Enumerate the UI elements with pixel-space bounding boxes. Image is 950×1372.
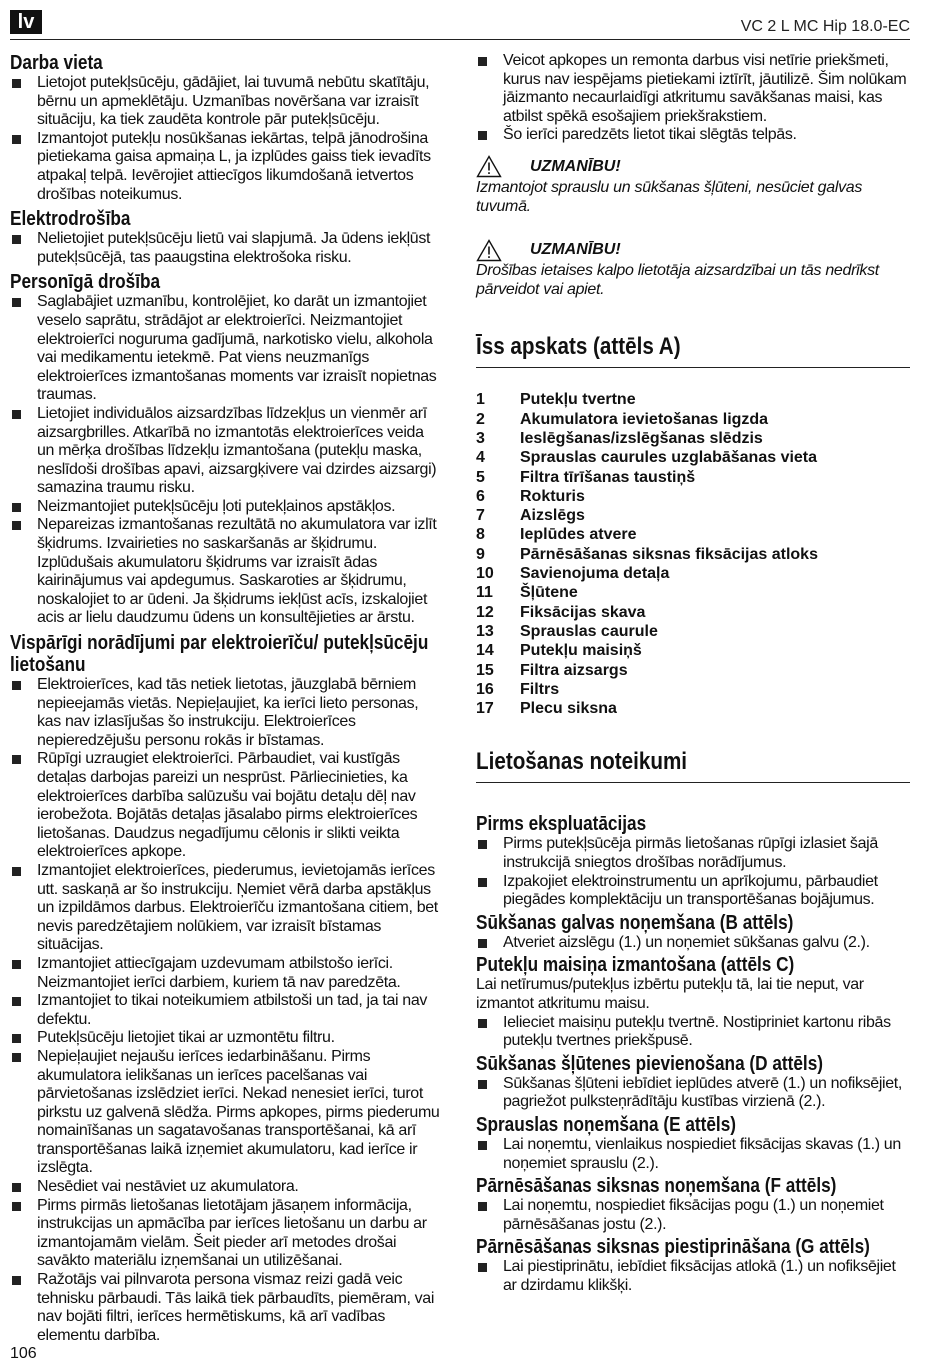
list-item: Pirms putekļsūcēja pirmās lietošanas rūpīgi izlasiet šajā instrukcijā sniegtos drošības norādījumus. [476,835,910,872]
list-item: Veicot apkopes un remonta darbus visi netīrie priekšmeti, kurus nav iespējams pietiekami iztīrīt, jāutilizē. Šim nolūkam jāizmanto necaurlaidīgi atkritumu savākšanas maisi, kas atbilst spēkā esošajiem priekšrakstiem. [476,52,910,126]
list-item: Pirms pirmās lietošanas lietotājam jāsaņem informācija, instrukcijas un apmācība par ierīces lietošanu un darbu ar izmantojamām vielām. Šeit pieder arī metodes drošai savākto materiālu izņemšanai un utilizēšanai. [10,1197,440,1271]
part-number: 14 [476,642,494,660]
warning-title: UZMANĪBU! [530,241,621,259]
list-item: Izmantojiet elektroierīces, piederumus, ievietojamās ierīces utt. saskaņā ar šo instrukciju. Ņemiet vērā darba apstākļus un izpildāmos darbus. Elektroierīču izmantošana citiem, bet nevis paredzētajiem nolūkiem, var izraisīt bīstamas situācijas. [10,862,440,955]
part-row [476,468,910,487]
part-name: Ieslēgšanas/izslēgšanas slēdzis [520,429,763,447]
list-item: Ražotājs vai pilnvarota persona vismaz reizi gadā veic tehnisku pārbaudi. Tās laikā tiek pārbaudīts, piemēram, vai nav bojāti filtri, ierīces hermētiskums, kā arī vadības elementu darbība. [10,1271,440,1345]
personal-safety-list [10,293,440,628]
part-name: Filtra tīrīšanas taustiņš [520,468,696,486]
part-row [476,525,910,544]
part-name: Savienojuma detaļa [520,565,670,583]
part-name: Pārnēsāšanas siksnas fiksācijas atloks [520,545,818,563]
part-number: 8 [476,526,485,544]
list-item: Lai noņemtu, nospiediet fiksācijas pogu (1.) un noņemiet pārnēsāšanas jostu (2.). [476,1197,910,1234]
overview-rule [476,367,910,368]
section-title-personal-safety: Personīgā drošība [10,271,161,294]
list-item: Izmantojot putekļu nosūkšanas iekārtas, telpā jānodrošina pietiekama gaisa apmaiņa L, ja izplūdes gaiss tiek ievadīts atpakaļ telpā. Ievērojiet attiecīgos likumdošanā ietvertos drošības noteikumus. [10,130,440,204]
warning-block [476,155,910,216]
suction-head-list [476,934,910,953]
section-title-strap-removal: Pārnēsāšanas siksnas noņemšana (F attēls) [476,1175,837,1198]
part-row [476,603,910,622]
part-number: 4 [476,449,485,467]
part-row [476,410,910,429]
list-item: Ielieciet maisiņu putekļu tvertnē. Nostipriniet kartonu ribās putekļu tvertnes priekšpusē. [476,1014,910,1051]
warning-triangle-icon [476,239,502,262]
nozzle-list [476,1136,910,1173]
part-number: 10 [476,565,494,583]
list-item: Putekļsūcēju lietojiet tikai ar uzmontētu filtru. [10,1029,440,1048]
section-title-suction-head: Sūkšanas galvas noņemšana (B attēls) [476,911,794,934]
part-row [476,506,910,525]
part-name: Filtrs [520,680,560,698]
dust-bag-text: Lai netīrumus/putekļus izbērtu putekļu tā, lai tie neput, var izmantot atkritumu maisu. [476,976,864,1012]
strap-removal-list [476,1197,910,1234]
overview-title: Īss apskats (attēls A) [476,333,681,361]
warning-block [476,238,910,299]
usage-rule [476,782,910,783]
part-number: 13 [476,622,494,640]
warning-text: Drošības ietaises kalpo lietotāja aizsardzībai un tās nedrīkst pārveidot vai apiet. [476,262,879,298]
list-item: Izpakojiet elektroinstrumentu un aprīkojumu, pārbaudiet piegādes komplektāciju un transportēšanas bojājumus. [476,873,910,910]
part-number: 11 [476,584,493,602]
list-item: Nepieļaujiet nejaušu ierīces iedarbināšanu. Pirms akumulatora ielikšanas un ierīces pacelšanas vai pārvietošanas izslēdziet ierīci. Nekad nenesiet ierīci, turot pirkstu uz galvenā slēdža. Pirms apkopes, pirms piederumu nomainīšanas un sagatavošanas transportēšanai, kā arī transportēšanas laikā izņemiet akumulatoru, kad ierīce ir izslēgta. [10,1048,440,1178]
section-title-workplace: Darba vieta [10,52,103,74]
list-item: Neizmantojiet putekļsūcēju ļoti putekļainos apstākļos. [10,498,440,517]
left-column [10,52,440,1345]
part-name: Sprauslas caurules uzglabāšanas vieta [520,449,818,467]
part-number: 17 [476,700,494,718]
section-title-strap-attach: Pārnēsāšanas siksnas piestiprināšana (G attēls) [476,1236,870,1259]
part-number: 6 [476,487,485,505]
maintenance-list [476,52,910,145]
part-row [476,390,910,409]
before-use-list [476,835,910,909]
document-title: VC 2 L MC Hip 18.0-EC [740,18,910,35]
section-title-hose: Sūkšanas šļūtenes pievienošana (D attēls) [476,1052,824,1075]
section-title-before-use: Pirms ekspluatācijas [476,813,647,836]
section-title-dust-bag: Putekļu maisiņa izmantošana (attēls C) [476,954,795,977]
header-rule [10,39,910,40]
part-name: Akumulatora ievietošanas ligzda [520,410,769,428]
list-item: Nesēdiet vai nestāviet uz akumulatora. [10,1178,440,1197]
list-item: Šo ierīci paredzēts lietot tikai slēgtās telpās. [476,126,910,145]
warning-title: UZMANĪBU! [530,157,621,175]
list-item: Lai piestiprinātu, iebīdiet fiksācijas atlokā (1.) un nofiksējiet ar dzirdamu klikšķi. [476,1258,910,1295]
section-title-general-instructions: Vispārīgi norādījumi par elektroierīču/ putekļsūcēju lietošanu [10,632,429,677]
part-row [476,564,910,583]
usage-section [476,748,910,783]
part-name: Filtra aizsargs [520,661,628,679]
list-item: Izmantojiet to tikai noteikumiem atbilstoši un tad, ja tai nav defektu. [10,992,440,1029]
dust-bag-list [476,1014,910,1051]
part-row [476,448,910,467]
part-number: 7 [476,507,485,525]
list-item: Sūkšanas šļūteni iebīdiet ieplūdes atverē (1.) un nofiksējiet, pagriežot pulksteņrādītāju kustības virzienā (2.). [476,1075,910,1112]
list-item: Atveriet aizslēgu (1.) un noņemiet sūkšanas galvu (2.). [476,934,910,953]
part-number: 16 [476,680,494,698]
part-name: Putekļu tvertne [520,391,636,409]
workplace-list [10,74,440,204]
part-name: Sprauslas caurule [520,622,658,640]
list-item: Izmantojiet attiecīgajam uzdevumam atbilstošo ierīci. Neizmantojiet ierīci darbiem, kuriem tā nav paredzēta. [10,955,440,992]
part-row [476,487,910,506]
part-row [476,680,910,699]
part-name: Ieplūdes atvere [520,526,637,544]
part-number: 2 [476,410,485,428]
part-row [476,641,910,660]
list-item: Rūpīgi uzraugiet elektroierīci. Pārbaudiet, vai kustīgās detaļas darbojas pareizi un nesprūst. Pārliecinieties, ka elektroierīces darbība salūzušu vai bojātu detaļu dēļ nav ierobežota. Bojātās detaļas jāsalabo pirms elektroierīces lietošanas. Daudzus negadījumu cēlonis ir slikti veikta elektroierīces apkope. [10,750,440,862]
hose-list [476,1075,910,1112]
part-name: Plecu siksna [520,700,617,718]
part-name: Aizslēgs [520,507,585,525]
part-number: 12 [476,603,494,621]
part-row [476,699,910,718]
list-item: Saglabājiet uzmanību, kontrolējiet, ko darāt un izmantojiet veselo saprātu, strādājot ar elektroierīci. Neizmantojiet elektroierīci noguruma gadījumā, narkotisko vielu, alkohola vai medikamentu ietekmē. Pat viens neuzmanīgs elektroierīces izmantošanas moments var izraisīt nopietnas traumas. [10,293,440,405]
part-number: 1 [476,391,485,409]
general-instructions-list [10,676,440,1345]
list-item: Lietojot putekļsūcēju, gādājiet, lai tuvumā nebūtu skatītāju, bērnu un apmeklētāju. Uzmanības novēršana var izraisīt situāciju, ka tiek zaudēta kontrole pār putekļsūcēju. [10,74,440,130]
part-name: Šļūtene [520,584,578,602]
list-item: Lietojiet individuālos aizsardzības līdzekļus un vienmēr arī aizsargbrilles. Atkarībā no izmantotās elektroierīces veida un mērķa drošības līdzekļu izmantošana (putekļu maska, neslīdoši drošības apavi, aizsargķivere vai dzirdes aizsargi) samazina traumu risku. [10,405,440,498]
list-item: Elektroierīces, kad tās netiek lietotas, jāuzglabā bērniem nepieejamās vietās. Nepieļaujiet, ka ierīci lieto personas, kas nav izlasījušas šo instrukciju. Elektroierīces nepieredzējušu personu rokās ir bīstamas. [10,676,440,750]
list-item: Lai noņemtu, vienlaikus nospiediet fiksācijas skavas (1.) un noņemiet sprauslu (2.). [476,1136,910,1173]
part-row [476,545,910,564]
overview-section [476,333,910,718]
warning-triangle-icon [476,155,502,178]
part-number: 9 [476,545,485,563]
usage-title: Lietošanas noteikumi [476,748,688,776]
electrical-safety-list [10,230,440,267]
list-item: Nepareizas izmantošanas rezultātā no akumulatora var izlīt šķidrums. Izvairieties no saskaršanās ar šķidrumu. Izplūdušais akumulatoru šķidrums var izraisīt ādas kairinājumus vai apdegumus. Saskaroties ar šķidrumu, noskalojiet to ar ūdeni. Ja šķidrums iekļūst acīs, izskalojiet acis ar lielu daudzumu ūdens un konsultējieties ar ārstu. [10,516,440,628]
part-number: 3 [476,429,485,447]
part-number: 5 [476,468,485,486]
part-name: Fiksācijas skava [520,603,646,621]
part-name: Rokturis [520,487,585,505]
right-column [476,52,910,1295]
page-number: 106 [10,1345,37,1362]
parts-list [476,390,910,718]
language-tab: lv [10,10,42,34]
part-row [476,429,910,448]
part-number: 15 [476,661,494,679]
section-title-nozzle: Sprauslas noņemšana (E attēls) [476,1113,737,1136]
part-row [476,661,910,680]
list-item: Nelietojiet putekļsūcēju lietū vai slapjumā. Ja ūdens iekļūst putekļsūcējā, tas paaugstina elektrošoka risku. [10,230,440,267]
warning-text: Izmantojot sprauslu un sūkšanas šļūteni, nesūciet galvas tuvumā. [476,178,863,215]
part-row [476,583,910,602]
strap-attach-list [476,1258,910,1295]
section-title-electrical-safety: Elektrodrošība [10,208,131,231]
part-name: Putekļu maisiņš [520,642,642,660]
part-row [476,622,910,641]
